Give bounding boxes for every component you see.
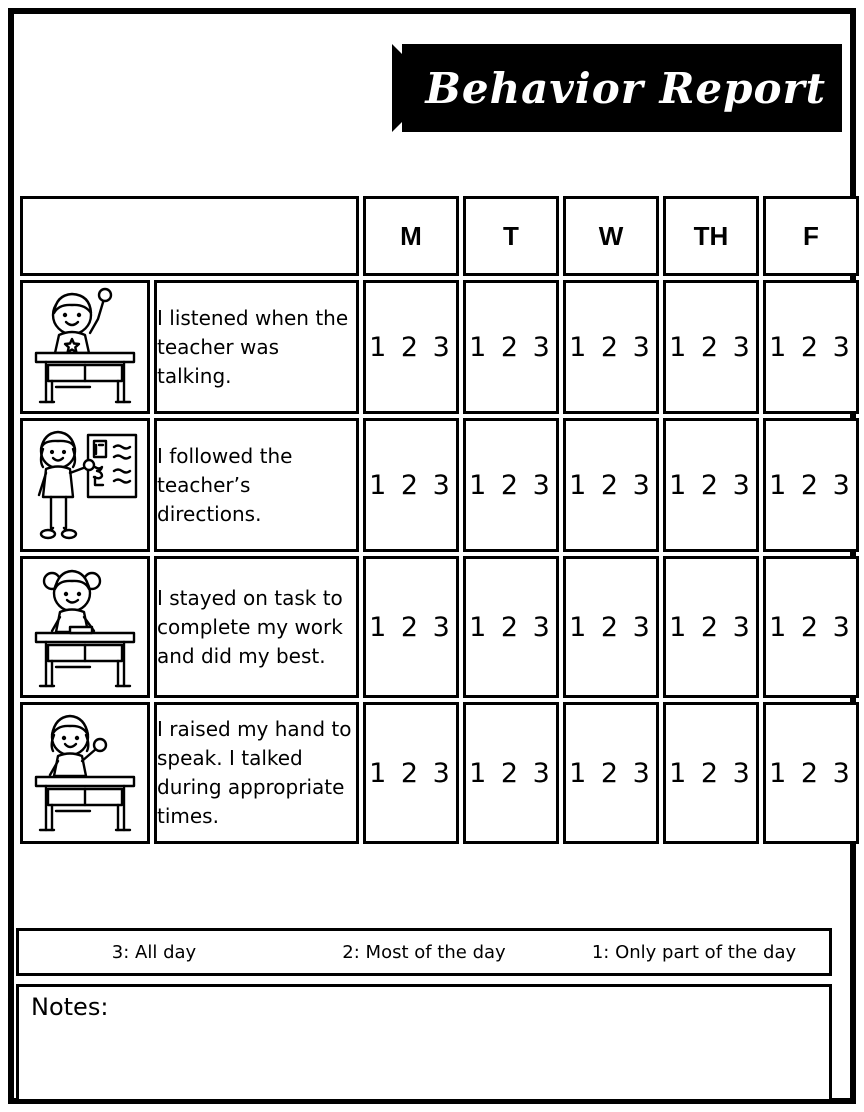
score-cell-th[interactable]: 1 2 3 <box>663 280 759 414</box>
page-title: Behavior Report <box>425 63 826 113</box>
row-illustration-cell <box>20 418 150 552</box>
notes-box[interactable] <box>16 984 832 1102</box>
legend-item-3: 3: All day <box>111 941 197 963</box>
score-cell-t[interactable]: 1 2 3 <box>463 418 559 552</box>
score-cell-t[interactable]: 1 2 3 <box>463 556 559 698</box>
table-row <box>20 702 859 844</box>
score-cell-t[interactable]: 1 2 3 <box>463 280 559 414</box>
day-header-m: M <box>363 196 459 276</box>
score-cell-th[interactable]: 1 2 3 <box>663 702 759 844</box>
score-cell-th[interactable]: 1 2 3 <box>663 556 759 698</box>
day-header-t: T <box>463 196 559 276</box>
score-cell-t[interactable]: 1 2 3 <box>463 702 559 844</box>
row-illustration-cell <box>20 280 150 414</box>
teacher-pointing-at-chart-icon <box>26 421 144 549</box>
score-cell-f[interactable]: 1 2 3 <box>763 418 859 552</box>
score-cell-th[interactable]: 1 2 3 <box>663 418 759 552</box>
table-header-row <box>20 196 859 276</box>
score-cell-m[interactable]: 1 2 3 <box>363 702 459 844</box>
row-illustration-cell <box>20 702 150 844</box>
table-row <box>20 556 859 698</box>
score-cell-w[interactable]: 1 2 3 <box>563 702 659 844</box>
legend-item-2: 2: Most of the day <box>342 941 506 963</box>
day-header-th: TH <box>663 196 759 276</box>
student-working-at-desk-icon <box>26 559 144 695</box>
score-cell-f[interactable]: 1 2 3 <box>763 556 859 698</box>
student-waving-at-desk-icon <box>26 705 144 841</box>
header-banner <box>392 44 842 132</box>
score-cell-f[interactable]: 1 2 3 <box>763 280 859 414</box>
banner-body <box>402 44 842 132</box>
notes-label: Notes: <box>31 993 109 1021</box>
legend-item-1: 1: Only part of the day <box>591 941 797 963</box>
score-cell-w[interactable]: 1 2 3 <box>563 556 659 698</box>
behavior-table-wrap <box>16 192 853 848</box>
table-header <box>20 196 859 276</box>
row-statement: I listened when the teacher was talking. <box>154 280 359 414</box>
row-statement: I raised my hand to speak. I talked during appropriate times. <box>154 702 359 844</box>
score-cell-m[interactable]: 1 2 3 <box>363 280 459 414</box>
score-cell-m[interactable]: 1 2 3 <box>363 556 459 698</box>
table-body <box>20 280 859 844</box>
scale-legend <box>16 928 832 976</box>
table-row <box>20 418 859 552</box>
day-header-f: F <box>763 196 859 276</box>
score-cell-w[interactable]: 1 2 3 <box>563 280 659 414</box>
row-statement: I followed the teacher’s directions. <box>154 418 359 552</box>
score-cell-f[interactable]: 1 2 3 <box>763 702 859 844</box>
header-blank-cell <box>20 196 359 276</box>
row-statement: I stayed on task to complete my work and did my best. <box>154 556 359 698</box>
table-row <box>20 280 859 414</box>
day-header-w: W <box>563 196 659 276</box>
score-cell-w[interactable]: 1 2 3 <box>563 418 659 552</box>
score-cell-m[interactable]: 1 2 3 <box>363 418 459 552</box>
behavior-table <box>16 192 863 848</box>
student-raising-hand-at-desk-icon <box>26 283 144 411</box>
row-illustration-cell <box>20 556 150 698</box>
